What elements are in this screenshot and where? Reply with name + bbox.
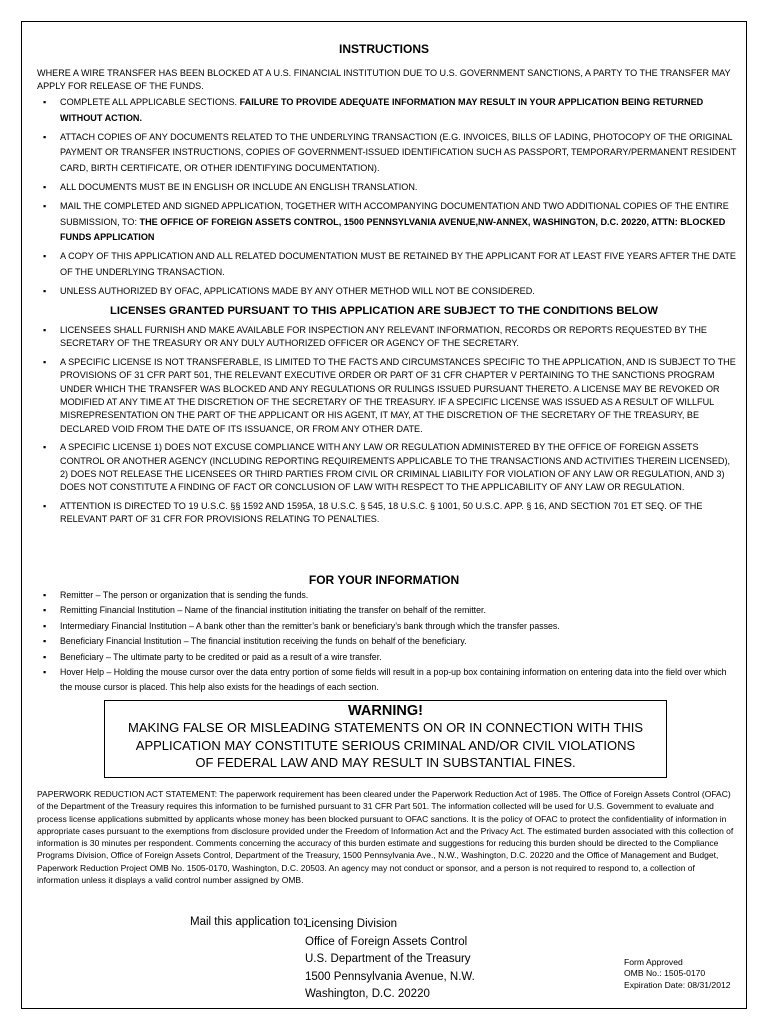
conditions-list [37, 324, 737, 532]
warning-text [105, 719, 666, 772]
warning-line: OF FEDERAL LAW AND MAY RESULT IN SUBSTANTIAL FINES. [195, 755, 576, 770]
info-title: FOR YOUR INFORMATION [308, 573, 460, 587]
conditions-title: LICENSES GRANTED PURSUANT TO THIS APPLICATION ARE SUBJECT TO THE CONDITIONS BELOW [109, 305, 658, 317]
list-item: ▪ ALL DOCUMENTS MUST BE IN ENGLISH OR INCLUDE AN ENGLISH TRANSLATION. [37, 180, 737, 196]
address-line: Office of Foreign Assets Control [305, 935, 468, 948]
list-item: ▪ Intermediary Financial Institution – A bank other than the remitter’s bank or beneficiary’s bank through which the transfer passes. [37, 619, 737, 634]
warning-box [104, 700, 667, 778]
list-item: ▪ ATTENTION IS DIRECTED TO 19 U.S.C. §§ 1592 AND 1595A, 18 U.S.C. § 545, 18 U.S.C. § 1001, 50 U.S.C. APP. § 16, AND SECTION 701 ET SEQ. OF THE RELEVANT PART OF 31 CFR FOR PROVISIONS RELATING TO PENALTIES. [37, 500, 737, 527]
address-line: 1500 Pennsylvania Avenue, N.W. [305, 970, 475, 983]
list-item: ▪ Remitting Financial Institution – Name of the financial institution initiating the transfer on behalf of the remitter. [37, 603, 737, 618]
address-line: Washington, D.C. 20220 [305, 988, 430, 1001]
list-item: ▪ UNLESS AUTHORIZED BY OFAC, APPLICATIONS MADE BY ANY OTHER METHOD WILL NOT BE CONSIDERED. [37, 284, 737, 300]
list-item: ▪ A COPY OF THIS APPLICATION AND ALL RELATED DOCUMENTATION MUST BE RETAINED BY THE APPLICANT FOR AT LEAST FIVE YEARS AFTER THE DATE OF THE UNDERLYING TRANSACTION. [37, 249, 737, 280]
list-item: ▪ MAIL THE COMPLETED AND SIGNED APPLICATION, TOGETHER WITH ACCOMPANYING DOCUMENTATION AND TWO ADDITIONAL COPIES OF THE ENTIRE SUBMISSION, TO: THE OFFICE OF FOREIGN ASSETS CONTROL, 1500 PENNSYLVANIA AVENUE,NW-ANNEX, WASHINGTON, D.C. 20220, ATTN: BLOCKED FUNDS APPLICATION [37, 199, 737, 246]
list-item: ▪ A SPECIFIC LICENSE 1) DOES NOT EXCUSE COMPLIANCE WITH ANY LAW OR REGULATION ADMINISTERED BY THE OFFICE OF FOREIGN ASSETS CONTROL OR ANOTHER AGENCY (INCLUDING REPORTING REQUIREMENTS APPLICABLE TO THE TRANSACTIONS AND ACTIVITIES THEREIN LICENSED), 2) DOES NOT RELEASE THE LICENSEES OR THIRD PARTIES FROM CIVIL OR CRIMINAL LIABILITY FOR VIOLATION OF ANY LAW OR REGULATION, AND 3) DOES NOT CONSTITUTE A FINDING OF FACT OR CONCLUSION OF LAW WITH RESPECT TO THE APPLICABILITY OF ANY LAW OR REGULATION. [37, 441, 737, 495]
list-item: ▪ Beneficiary – The ultimate party to be credited or paid as a result of a wire transfer. [37, 650, 737, 665]
list-item: ▪ ATTACH COPIES OF ANY DOCUMENTS RELATED TO THE UNDERLYING TRANSACTION (E.G. INVOICES, BILLS OF LADING, PHOTOCOPY OF THE ORIGINAL PAYMENT OR TRANSFER INSTRUCTIONS, COPIES OF GOVERNMENT-ISSUED IDENTIFICATION SUCH AS PASSPORT, TEMPORARY/PERMANENT RESIDENT CARD, BIRTH CERTIFICATE, OR OTHER IDENTIFYING DOCUMENTATION). [37, 130, 737, 177]
omb-number: OMB No.: 1505-0170 [624, 968, 706, 979]
list-item: ▪ LICENSEES SHALL FURNISH AND MAKE AVAILABLE FOR INSPECTION ANY RELEVANT INFORMATION, RECORDS OR REPORTS REQUESTED BY THE SECRETARY OF THE TREASURY OR ANY DULY AUTHORIZED OFFICER OR AGENCY OF THE SECRETARY. [37, 324, 737, 351]
list-item: ▪ Hover Help – Holding the mouse cursor over the data entry portion of some fields will result in a pop-up box containing information on entering data into the field over which the mouse cursor is placed. This help also exists for the headings of each section. [37, 665, 737, 696]
address-line: U.S. Department of the Treasury [305, 953, 471, 966]
expiration-date: Expiration Date: 08/31/2012 [624, 979, 731, 990]
instructions-list [37, 95, 737, 303]
list-item: ▪ Remitter – The person or organization that is sending the funds. [37, 588, 737, 603]
mail-address [305, 916, 475, 1004]
paperwork-statement: PAPERWORK REDUCTION ACT STATEMENT: The paperwork requirement has been cleared under the Paperwork Reduction Act of 1985. The Office of Foreign Assets Control (OFAC) of the Department of the Treasury requires this information to be furnished pursuant to 31 CFR Part 501. The information collected will be used for U.S. Government to evaluate and process license applications submitted by applicants whose money has been blocked pursuant to OFAC sanctions. It is the policy of OFAC to protect the confidentiality of information in appropriate cases pursuant to the exemptions from disclosure provided under the Freedom of Information Act and the Privacy Act. The estimated burden associated with this collection of information is 30 minutes per respondent. Comments concerning the accuracy of this burden estimate and suggestions for reducing this burden should be directed to the Compliance Programs Division, Office of Foreign Assets Control, Department of the Treasury, 1500 Pennsylvania Ave., N.W., Washington, D.C. 20220 and the Office of Management and Budget, Paperwork Reduction Project OMB No. 1505-0170, Washington, D.C. 20503. An agency may not conduct or sponsor, and a person is not required to respond to, a collection of information unless it displays a valid control number assigned by OMB. [37, 789, 734, 886]
form-approved: Form Approved [624, 957, 683, 967]
warning-line: APPLICATION MAY CONSTITUTE SERIOUS CRIMINAL AND/OR CIVIL VIOLATIONS [135, 737, 636, 753]
warning-line: MAKING FALSE OR MISLEADING STATEMENTS ON OR IN CONNECTION WITH THIS [128, 720, 643, 735]
mail-label: Mail this application to: [190, 916, 307, 928]
info-list [37, 588, 737, 696]
list-item: ▪ Beneficiary Financial Institution – The financial institution receiving the funds on behalf of the beneficiary. [37, 634, 737, 649]
form-approval-info [624, 957, 731, 991]
warning-title: WARNING! [348, 703, 423, 719]
instructions-intro: WHERE A WIRE TRANSFER HAS BEEN BLOCKED AT A U.S. FINANCIAL INSTITUTION DUE TO U.S. GOVERNMENT SANCTIONS, A PARTY TO THE TRANSFER MAY APPLY FOR RELEASE OF THE FUNDS. [37, 68, 731, 91]
list-item: ▪ A SPECIFIC LICENSE IS NOT TRANSFERABLE, IS LIMITED TO THE FACTS AND CIRCUMSTANCES SPECIFIC TO THE APPLICATION, AND IS SUBJECT TO THE PROVISIONS OF 31 CFR PART 501, THE RELEVANT EXECUTIVE ORDER OR PART OF 31 CFR CHAPTER V PERTAINING TO THE SANCTIONS PROGRAM UNDER WHICH THE TRANSFER WAS BLOCKED AND ANY REGULATIONS OR RULINGS ISSUED PURSUANT THERETO. A LICENSE MAY BE REVOKED OR MODIFIED AT ANY TIME AT THE DISCRETION OF THE SECRETARY OF THE TREASURY. IF A SPECIFIC LICENSE WAS ISSUED AS A RESULT OF WILLFUL MISREPRESENTATION ON THE PART OF THE APPLICANT OR HIS AGENT, IT MAY, AT THE DISCRETION OF THE SECRETARY OF THE TREASURY, BE DECLARED VOID FROM THE DATE OF ITS ISSUANCE, OR FROM ANY OTHER DATE. [37, 356, 737, 436]
list-item: ▪ COMPLETE ALL APPLICABLE SECTIONS. FAILURE TO PROVIDE ADEQUATE INFORMATION MAY RESULT IN YOUR APPLICATION BEING RETURNED WITHOUT ACTION. [37, 95, 737, 126]
address-line: Licensing Division [305, 918, 398, 930]
instructions-title: INSTRUCTIONS [339, 42, 429, 56]
